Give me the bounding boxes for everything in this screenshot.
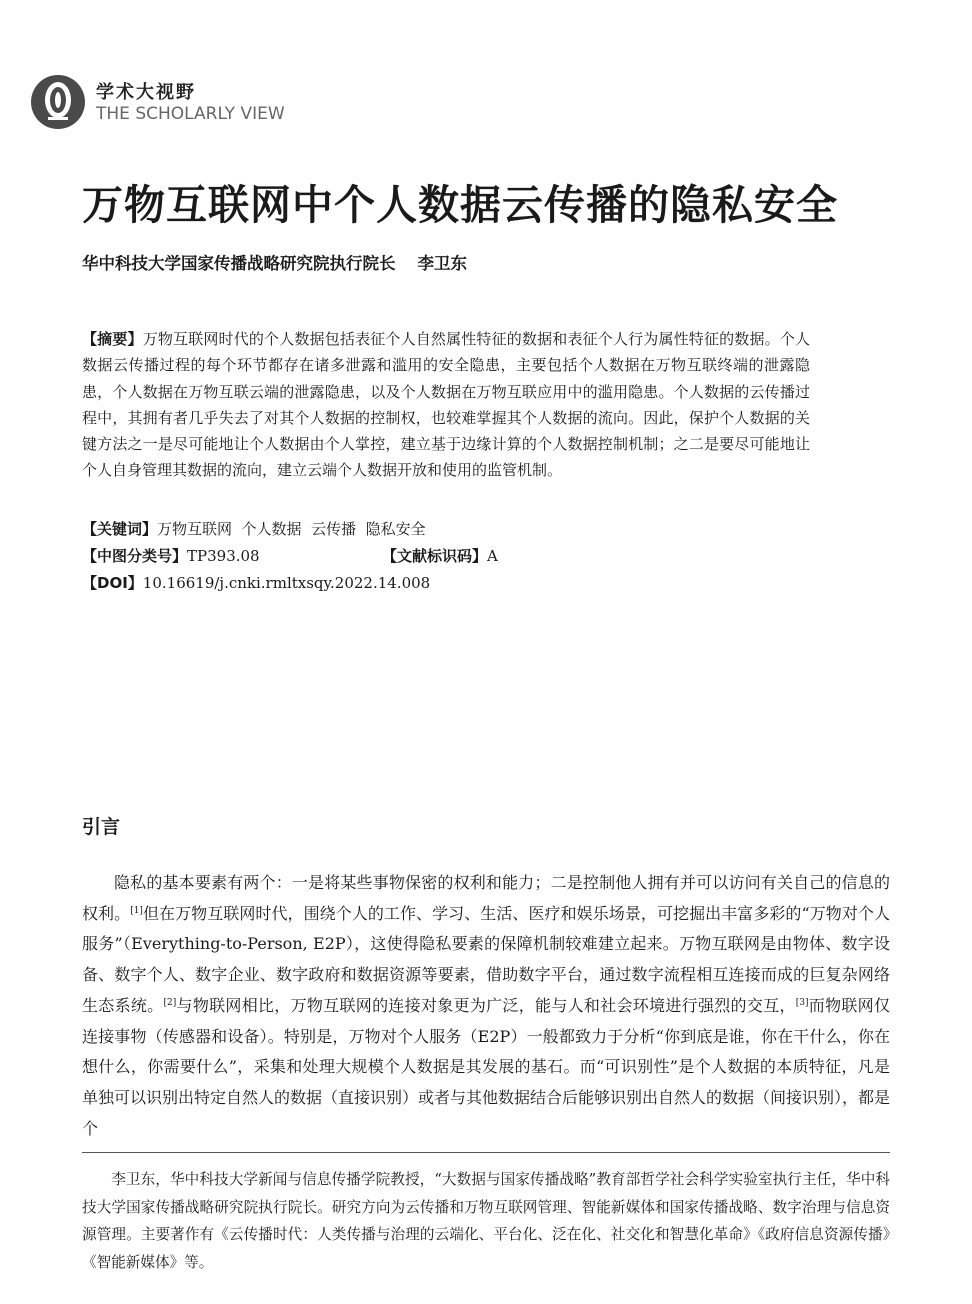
doi (82, 572, 842, 593)
body-text-segment: 而物联网仅连接事物（传感器和设备）。特别是，万物对个人服务（E2P）一般都致力于分析“你到底是谁，你在干什么，你在想什么，你需要什么”，采集和处理大规模个人数据是其发展的基石。而“可识别性”是个人数据的本质特征，凡是单独可以识别出特定自然人的数据（直接识别）或者与其他数据结合后能够识别出自然人的数据（间接识别），都是个 (82, 995, 891, 1138)
citation-3[interactable]: [3] (795, 997, 809, 1008)
keywords-label: 【关键词】 (82, 520, 158, 538)
scholarly-view-logo-icon (30, 74, 86, 130)
article-title: 万物互联网中个人数据云传播的隐私安全 (82, 181, 838, 229)
classification-label: 【中图分类号】 (82, 547, 188, 565)
citation-1[interactable]: [1] (130, 905, 143, 916)
citation-2[interactable]: [2] (163, 997, 177, 1008)
journal-brand-english: THE SCHOLARLY VIEW (96, 104, 285, 124)
keywords-text: 万物互联网 个人数据 云传播 隐私安全 (157, 520, 426, 538)
footnote-divider (82, 1152, 890, 1153)
body-paragraph (82, 868, 890, 1144)
author-line (82, 250, 467, 274)
body-text-segment: 与物联网相比，万物互联网的连接对象更为广泛，能与人和社会环境进行强烈的交互， (176, 995, 796, 1015)
keywords (82, 518, 842, 539)
journal-brand-chinese: 学术大视野 (96, 82, 196, 103)
author-footnote: 李卫东，华中科技大学新闻与信息传播学院教授，“大数据与国家传播战略”教育部哲学社会科学实验室执行主任，华中科技大学国家传播战略研究院执行院长。研究方向为云传播和万物互联网管理、智能新媒体和国家传播战略、数字治理与信息资源管理。主要著作有《云传播时代：人类传播与治理的云端化、平台化、泛在化、社交化和智慧化革命》《政府信息资源传播》《智能新媒体》等。 (82, 1171, 890, 1271)
doi-value: 10.16619/j.cnki.rmltxsqy.2022.14.008 (142, 574, 431, 592)
document-code-value: A (487, 547, 498, 565)
abstract (82, 326, 810, 484)
classification-value: TP393.08 (187, 547, 260, 565)
document-code-label: 【文献标识码】 (382, 547, 488, 565)
section-title: 引言 (82, 816, 121, 838)
classification (82, 545, 842, 566)
abstract-label: 【摘要】 (82, 330, 143, 348)
body-text-segment: 但在万物互联网时代，围绕个人的工作、学习、生活、医疗和娱乐场景，可挖掘出丰富多彩的“万物对个人服务”（Everything-to-Person, E2P），这使得隐私要素的保障机制较难建立起来。万物互联网是由物体、数字设备、数字个人、数字企业、数字政府和数据资源等要素，借助数字平台，通过数字流程相互连接而成的巨复杂网络生态系统。 (82, 903, 890, 1015)
doi-label: 【DOI】 (82, 574, 143, 592)
body-text-segment: 隐私的基本要素有两个：一是将某些事物保密的权利和能力；二是控制他人拥有并可以访问有关自己的信息的权利。 (82, 873, 890, 923)
author-name: 李卫东 (417, 254, 467, 273)
document-code (382, 545, 498, 566)
abstract-text: 万物互联网时代的个人数据包括表征个人自然属性特征的数据和表征个人行为属性特征的数据。个人数据云传播过程的每个环节都存在诸多泄露和滥用的安全隐患，主要包括个人数据在万物互联终端的泄露隐患，个人数据在万物互联云端的泄露隐患，以及个人数据在万物互联应用中的滥用隐患。个人数据的云传播过程中，其拥有者几乎失去了对其个人数据的控制权，也较难掌握其个人数据的流向。因此，保护个人数据的关键方法之一是尽可能地让个人数据由个人掌控，建立基于边缘计算的个人数据控制机制；之二是要尽可能地让个人自身管理其数据的流向，建立云端个人数据开放和使用的监管机制。 (82, 330, 810, 480)
author-affiliation: 华中科技大学国家传播战略研究院执行院长 (82, 254, 396, 273)
